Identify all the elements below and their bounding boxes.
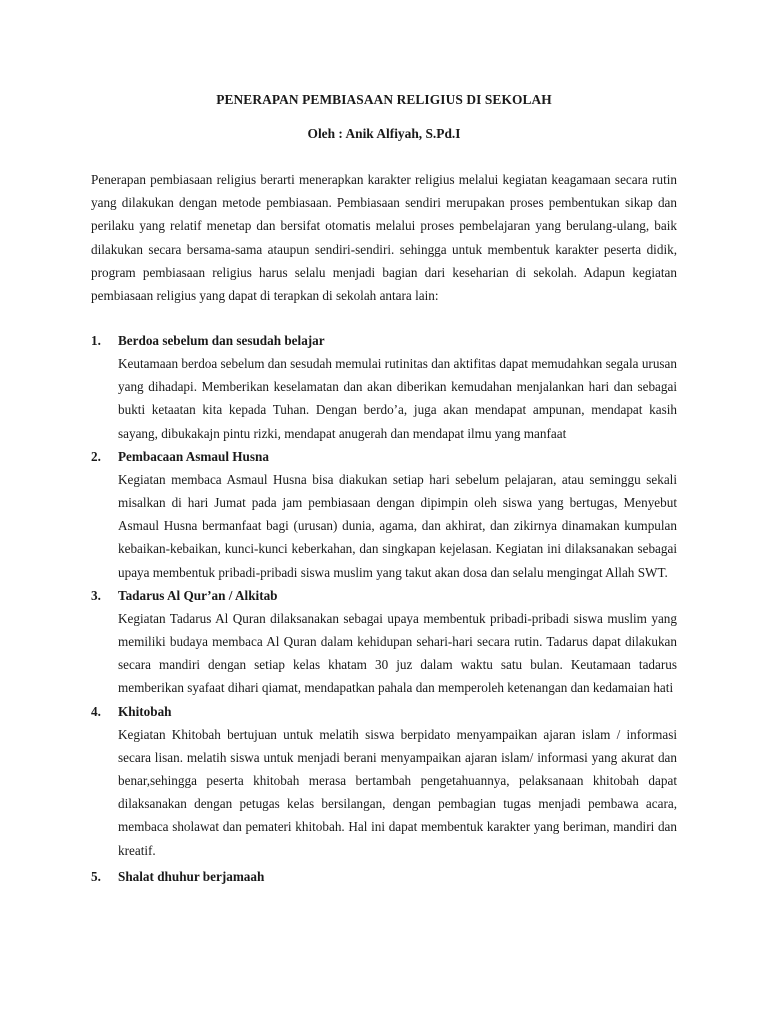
list-item (91, 584, 677, 700)
list-item-heading: Tadarus Al Qur’an / Alkitab (118, 587, 278, 603)
list-item-number: 1. (91, 333, 101, 348)
list-item (91, 445, 677, 584)
list-item-heading: Berdoa sebelum dan sesudah belajar (118, 333, 325, 348)
document-author: Oleh : Anik Alfiyah, S.Pd.I (307, 126, 461, 141)
list-item-heading-row (91, 700, 677, 723)
activity-list (91, 329, 677, 888)
list-item-body: Kegiatan membaca Asmaul Husna bisa diakukan setiap hari sebelum pelajaran, atau seminggu sekali misalkan di hari Jumat pada jam pembiasaan dengan dipimpin oleh siswa yang bertugas, Menyebut Asmaul Husna bermanfaat bagi (urusan) dunia, agama, dan akhirat, dan zikirnya dinamakan kumpulan kebaikan-kebaikan, kunci-kunci keberkahan, dan singkapan kejelasan. Kegiatan ini dilaksanakan sebagai upaya membentuk pribadi-pribadi siswa muslim yang takut akan dosa dan selalu mengingat Allah SWT. (118, 471, 677, 580)
list-item (91, 329, 677, 445)
document-title: PENERAPAN PEMBIASAAN RELIGIUS DI SEKOLAH (216, 92, 552, 107)
list-item-number: 4. (91, 703, 101, 719)
list-item-heading-row (91, 865, 677, 888)
list-item-heading-row (91, 329, 677, 352)
list-item-heading: Shalat dhuhur berjamaah (118, 868, 265, 884)
list-item-number: 5. (91, 868, 101, 884)
list-item-number: 2. (91, 448, 101, 464)
list-item-heading: Pembacaan Asmaul Husna (118, 448, 269, 464)
list-item (91, 700, 677, 862)
list-item-heading-row (91, 445, 677, 468)
list-item-body: Kegiatan Khitobah bertujuan untuk melatih siswa berpidato menyampaikan ajaran islam / informasi secara lisan. melatih siswa untuk menjadi berani menyampaikan ajaran islam/ informasi yang akurat dan benar,sehingga peserta khitobah merasa bertambah pengetahuannya, pelaksanaan khitobah dapat dilaksanakan dengan petugas kelas bersilangan, dengan pembagian tugas menjadi pembawa acara, membaca sholawat dan pemateri khitobah. Hal ini dapat membentuk karakter yang beriman, mandiri dan kreatif. (118, 726, 677, 858)
list-item-number: 3. (91, 587, 101, 603)
list-item-heading-row (91, 584, 677, 607)
list-item-body: Keutamaan berdoa sebelum dan sesudah memulai rutinitas dan aktifitas dapat memudahkan segala urusan yang dihadapi. Memberikan keselamatan dan akan diberikan kemudahan menjalankan hari dan sebagai bukti ketaatan kita kepada Tuhan. Dengan berdo’a, juga akan mendapat ampunan, mendapat kasih sayang, dibukakajn pintu rizki, mendapat anugerah dan mendapat ilmu yang manfaat (118, 356, 677, 441)
intro-paragraph: Penerapan pembiasaan religius berarti menerapkan karakter religius melalui kegiatan keagamaan secara rutin yang dilakukan dengan metode pembiasaan. Pembiasaan sendiri merupakan proses pembentukan sikap dan perilaku yang relatif menetap dan bersifat otomatis melalui proses pembelajaran yang berulang-ulang, baik dilakukan secara bersama-sama ataupun sendiri-sendiri. sehingga untuk membentuk karakter peserta didik, program pembiasaan religius harus selalu menjadi bagian dari keseharian di sekolah. Adapun kegiatan pembiasaan religius yang dapat di terapkan di sekolah antara lain: (91, 172, 677, 304)
list-item-heading: Khitobah (118, 703, 172, 719)
list-item (91, 865, 677, 888)
list-item-body: Kegiatan Tadarus Al Quran dilaksanakan sebagai upaya membentuk pribadi-pribadi siswa muslim yang memiliki budaya membaca Al Quran dalam kehidupan sehari-hari secara rutin. Tadarus dapat dilakukan secara mandiri dengan setiap kelas khatam 30 juz dalam waktu satu bulan. Keutamaan tadarus memberikan syafaat dihari qiamat, mendapatkan pahala dan memperoleh ketenangan dan kedamaian hati (118, 610, 677, 696)
